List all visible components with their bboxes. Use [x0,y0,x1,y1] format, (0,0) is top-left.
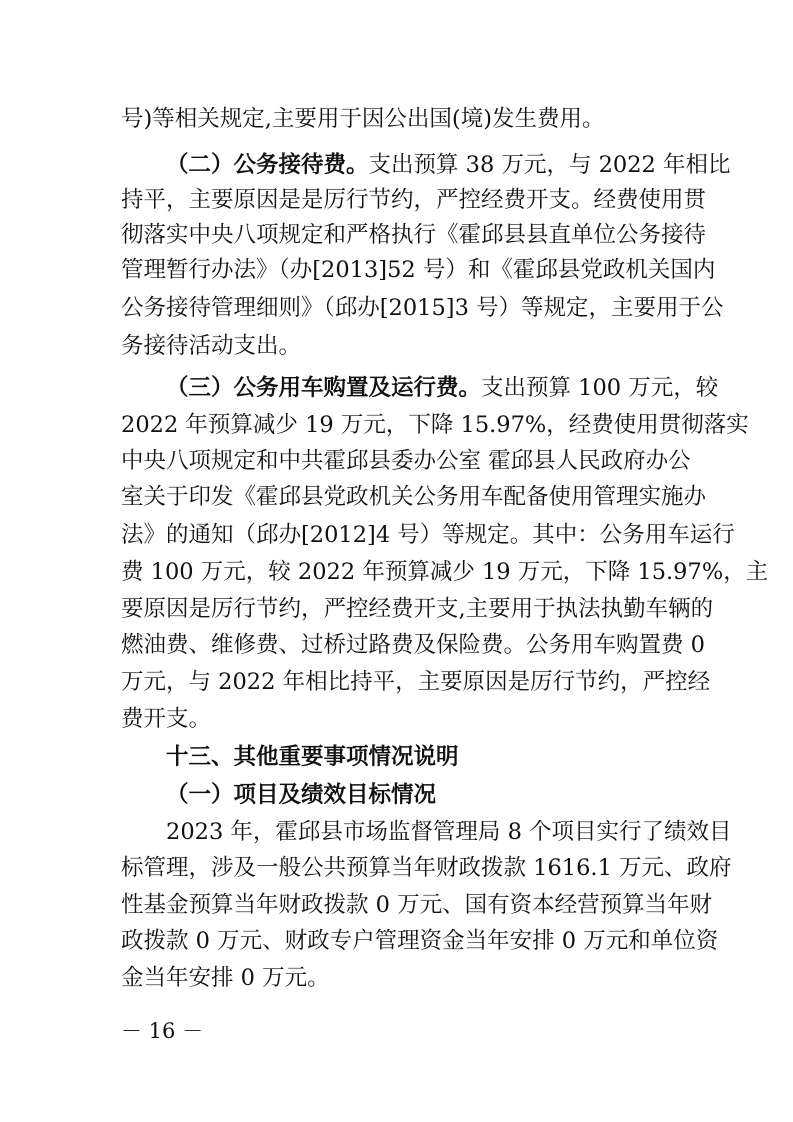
text-line: 万元，与 2022 年相比持平，主要原因是厉行节约，严控经 [121,669,711,695]
text-line: 费开支。 [121,706,212,732]
vehicle-label: （三）公务用车购置及运行费。 [166,375,482,401]
text-line: 性基金预算当年财政拨款 0 万元、国有资本经营预算当年财 [121,892,713,918]
text-line: 公务接待管理细则》（邱办[2015]3 号）等规定，主要用于公 [121,295,724,321]
text-line: 号)等相关规定,主要用于因公出国(境)发生费用。 [121,106,605,132]
text-line: 持平，主要原因是是厉行节约，严控经费开支。经费使用贯 [121,187,707,213]
text-line: 标管理，涉及一般公共预算当年财政拨款 1616.1 万元、政府 [121,855,732,881]
text-line: 务接待活动支出。 [121,333,302,359]
text-line: 燃油费、维修费、过桥过路费及保险费。公务用车购置费 0 [121,632,705,658]
paragraph-reception-first-line [166,150,731,180]
text-run: 支出预算 100 万元，较 [481,375,719,401]
page-number: － 16 － [121,1019,204,1043]
text-line: 金当年安排 0 万元。 [121,965,330,991]
text-run: 支出预算 38 万元，与 2022 年相比 [368,152,731,178]
section-heading: 十三、其他重要事项情况说明 [166,744,459,770]
text-line: 中央八项规定和中共霍邱县委办公室 霍邱县人民政府办公 [121,448,691,474]
text-line: 政拨款 0 万元、财政专户管理资金当年安排 0 万元和单位资 [121,928,719,954]
text-line: 管理暂行办法》（办[2013]52 号）和《霍邱县党政机关国内 [121,257,716,283]
text-line: 要原因是厉行节约，严控经费开支,主要用于执法执勤车辆的 [121,596,714,622]
reception-label: （二）公务接待费。 [166,152,369,178]
subsection-heading: （一）项目及绩效目标情况 [166,782,437,808]
text-line: 2022 年预算减少 19 万元，下降 15.97%，经费使用贯彻落实 [121,412,749,438]
text-line: 法》的通知（邱办[2012]4 号）等规定。其中：公务用车运行 [121,522,735,548]
paragraph-vehicle-first-line [166,373,719,403]
text-line: 2023 年，霍邱县市场监督管理局 8 个项目实行了绩效目 [166,819,732,845]
text-line: 彻落实中央八项规定和严格执行《霍邱县县直单位公务接待 [121,222,707,248]
text-line: 费 100 万元，较 2022 年预算减少 19 万元，下降 15.97%，主 [121,559,769,585]
text-line: 室关于印发《霍邱县党政机关公务用车配备使用管理实施办 [121,484,707,510]
